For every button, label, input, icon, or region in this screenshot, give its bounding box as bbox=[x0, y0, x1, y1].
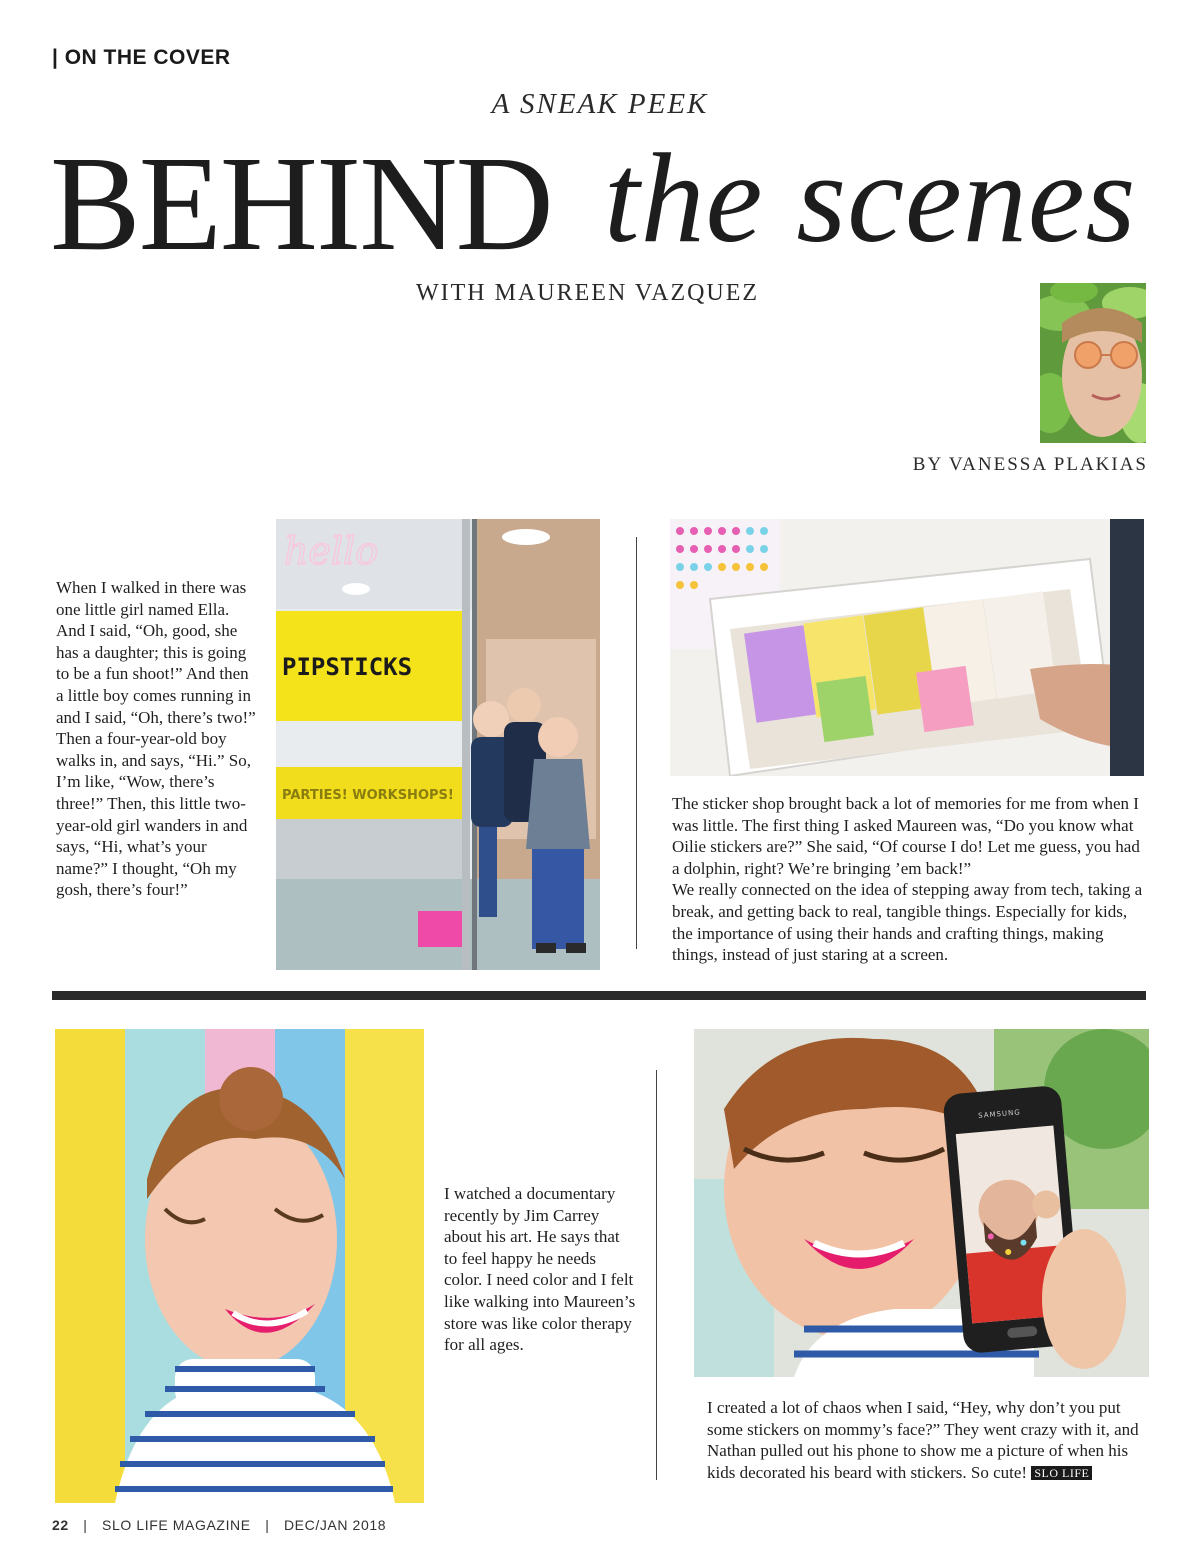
paragraph-sticker-memories-a: The sticker shop brought back a lot of memories for me from when I was little. The first thing I asked Maureen was, “Do you know what Oilie stickers are?” She said, “Of course I do! Let me guess, you had a dolphin, right? We’re bringing ’em back!” bbox=[672, 794, 1140, 878]
author-portrait bbox=[1040, 283, 1146, 443]
slo-life-end-mark: SLO LIFE bbox=[1031, 1466, 1092, 1480]
paragraph-sticker-memories bbox=[672, 793, 1150, 966]
page-number: 22 bbox=[52, 1517, 69, 1533]
pipsticks-sign: PIPSTICKS bbox=[282, 653, 413, 681]
headline-main: BEHIND bbox=[50, 129, 552, 279]
section-divider bbox=[52, 991, 1146, 1000]
section-label: | ON THE COVER bbox=[52, 46, 231, 69]
issue-date: DEC/JAN 2018 bbox=[283, 1517, 387, 1533]
paragraph-chaos bbox=[707, 1397, 1147, 1483]
maureen-portrait-photo bbox=[55, 1029, 424, 1503]
paragraph-sticker-memories-b: We really connected on the idea of stepping away from tech, taking a break, and getting back to real, tangible things. Especially for kids, the importance of using their hands and crafting things, making things, instead of just staring at a screen. bbox=[672, 880, 1143, 965]
paragraph-ella: When I walked in there was one little girl named Ella. And I said, “Oh, good, she has a daughter; this is going to be a fun shoot!” And then a little boy comes running in and I said, “Oh, there’s two!” Then a four-year-old boy walks in, and says, “Hi.” So, I’m like, “Wow, there’s three!” Then, this little two-year-old girl wanders in and says, “Hi, what’s your name?” I thought, “Oh my gosh, there’s four!” bbox=[56, 578, 256, 900]
sticker-drawer-photo bbox=[670, 519, 1144, 776]
with-line: WITH MAUREEN VAZQUEZ bbox=[416, 280, 760, 306]
footer-separator-2: | bbox=[265, 1517, 270, 1533]
byline: BY VANESSA PLAKIAS bbox=[912, 454, 1148, 475]
storefront-photo bbox=[276, 519, 600, 970]
phone-brand-label: SAMSUNG bbox=[977, 1108, 1022, 1121]
phone-selfie-photo bbox=[694, 1029, 1149, 1377]
headline-script: the scenes bbox=[604, 127, 1137, 269]
paragraph-chaos-text: I created a lot of chaos when I said, “Hey, why don’t you put some stickers on mommy’s face?” They went crazy with it, and Nathan pulled out his phone to show me a picture of when his kids decorated his beard with stickers. So cute! bbox=[707, 1398, 1139, 1482]
column-divider-top bbox=[636, 537, 637, 949]
kicker: A SNEAK PEEK bbox=[491, 88, 709, 120]
page-footer bbox=[52, 1517, 386, 1533]
footer-separator-1: | bbox=[83, 1517, 88, 1533]
column-divider-bottom bbox=[656, 1070, 657, 1480]
paragraph-color-therapy: I watched a documentary recently by Jim Carrey about his art. He says that to feel happy he needs color. I need color and I felt like walking into Maureen’s store was like color therapy for all ages. bbox=[444, 1184, 636, 1355]
neon-hello-sign: hello bbox=[284, 529, 379, 573]
parties-sign: PARTIES! WORKSHOPS! bbox=[282, 788, 454, 803]
publication-name: SLO LIFE MAGAZINE bbox=[102, 1517, 251, 1533]
